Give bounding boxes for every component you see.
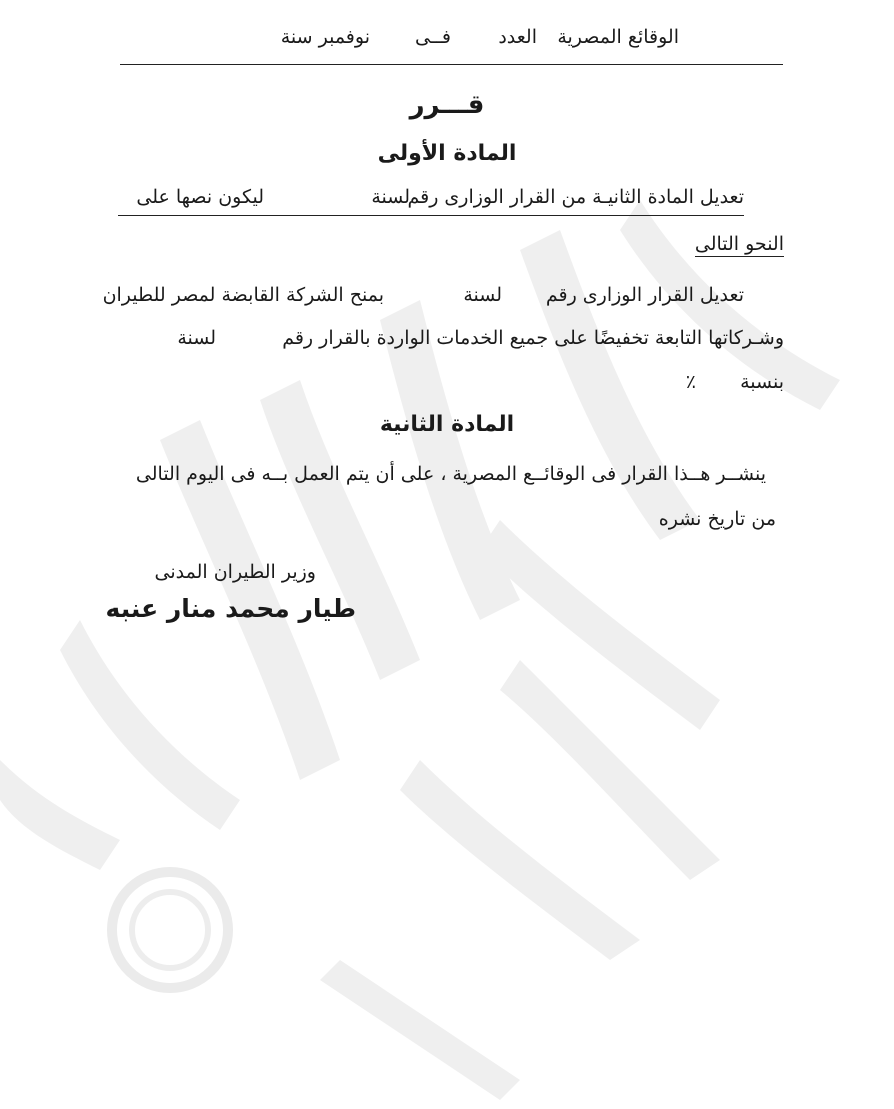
quote-line-1-b: لسنة: [463, 284, 502, 306]
article-1-line-1-a: تعديل المادة الثانيـة من القرار الوزارى رقم: [407, 186, 744, 208]
signature-position: وزير الطيران المدنى: [154, 561, 316, 583]
article-1-line-1-b: لسنة: [371, 186, 410, 208]
article-1-line-1-c: ليكون نصها على: [136, 186, 264, 208]
header-rule: [120, 64, 783, 65]
header-in-label: فــى: [414, 26, 451, 48]
quote-line-3-b: ٪: [685, 371, 696, 393]
quote-line-1-c: بمنح الشركة القابضة لمصر للطيران: [102, 284, 384, 306]
decree-title: قـــرر: [409, 90, 485, 120]
quote-line-2-a: وشـركاتها التابعة تخفيضًا على جميع الخدمات الواردة بالقرار رقم: [282, 327, 784, 349]
signature-name: طيار محمد منار عنبه: [105, 594, 356, 623]
article-2-line-1: ينشــر هــذا القرار فى الوقائــع المصرية ، على أن يتم العمل بــه فى اليوم التالى: [135, 463, 766, 485]
article-1-heading: المادة الأولى: [377, 141, 517, 166]
article-1-line-2: النحو التالى: [694, 233, 784, 255]
header-gazette-name: الوقائع المصرية: [557, 26, 679, 48]
quote-line-1-a: تعديل القرار الوزارى رقم: [545, 284, 744, 306]
quote-line-2-b: لسنة: [177, 327, 216, 349]
article-2-line-2: من تاريخ نشره: [658, 508, 776, 530]
header-date-label: نوفمبر سنة: [280, 26, 370, 48]
header-issue-label: العدد: [498, 26, 537, 48]
article-1-line-1-underline: [118, 215, 744, 216]
quote-line-3-a: بنسبة: [740, 371, 784, 393]
article-2-heading: المادة الثانية: [379, 412, 515, 437]
